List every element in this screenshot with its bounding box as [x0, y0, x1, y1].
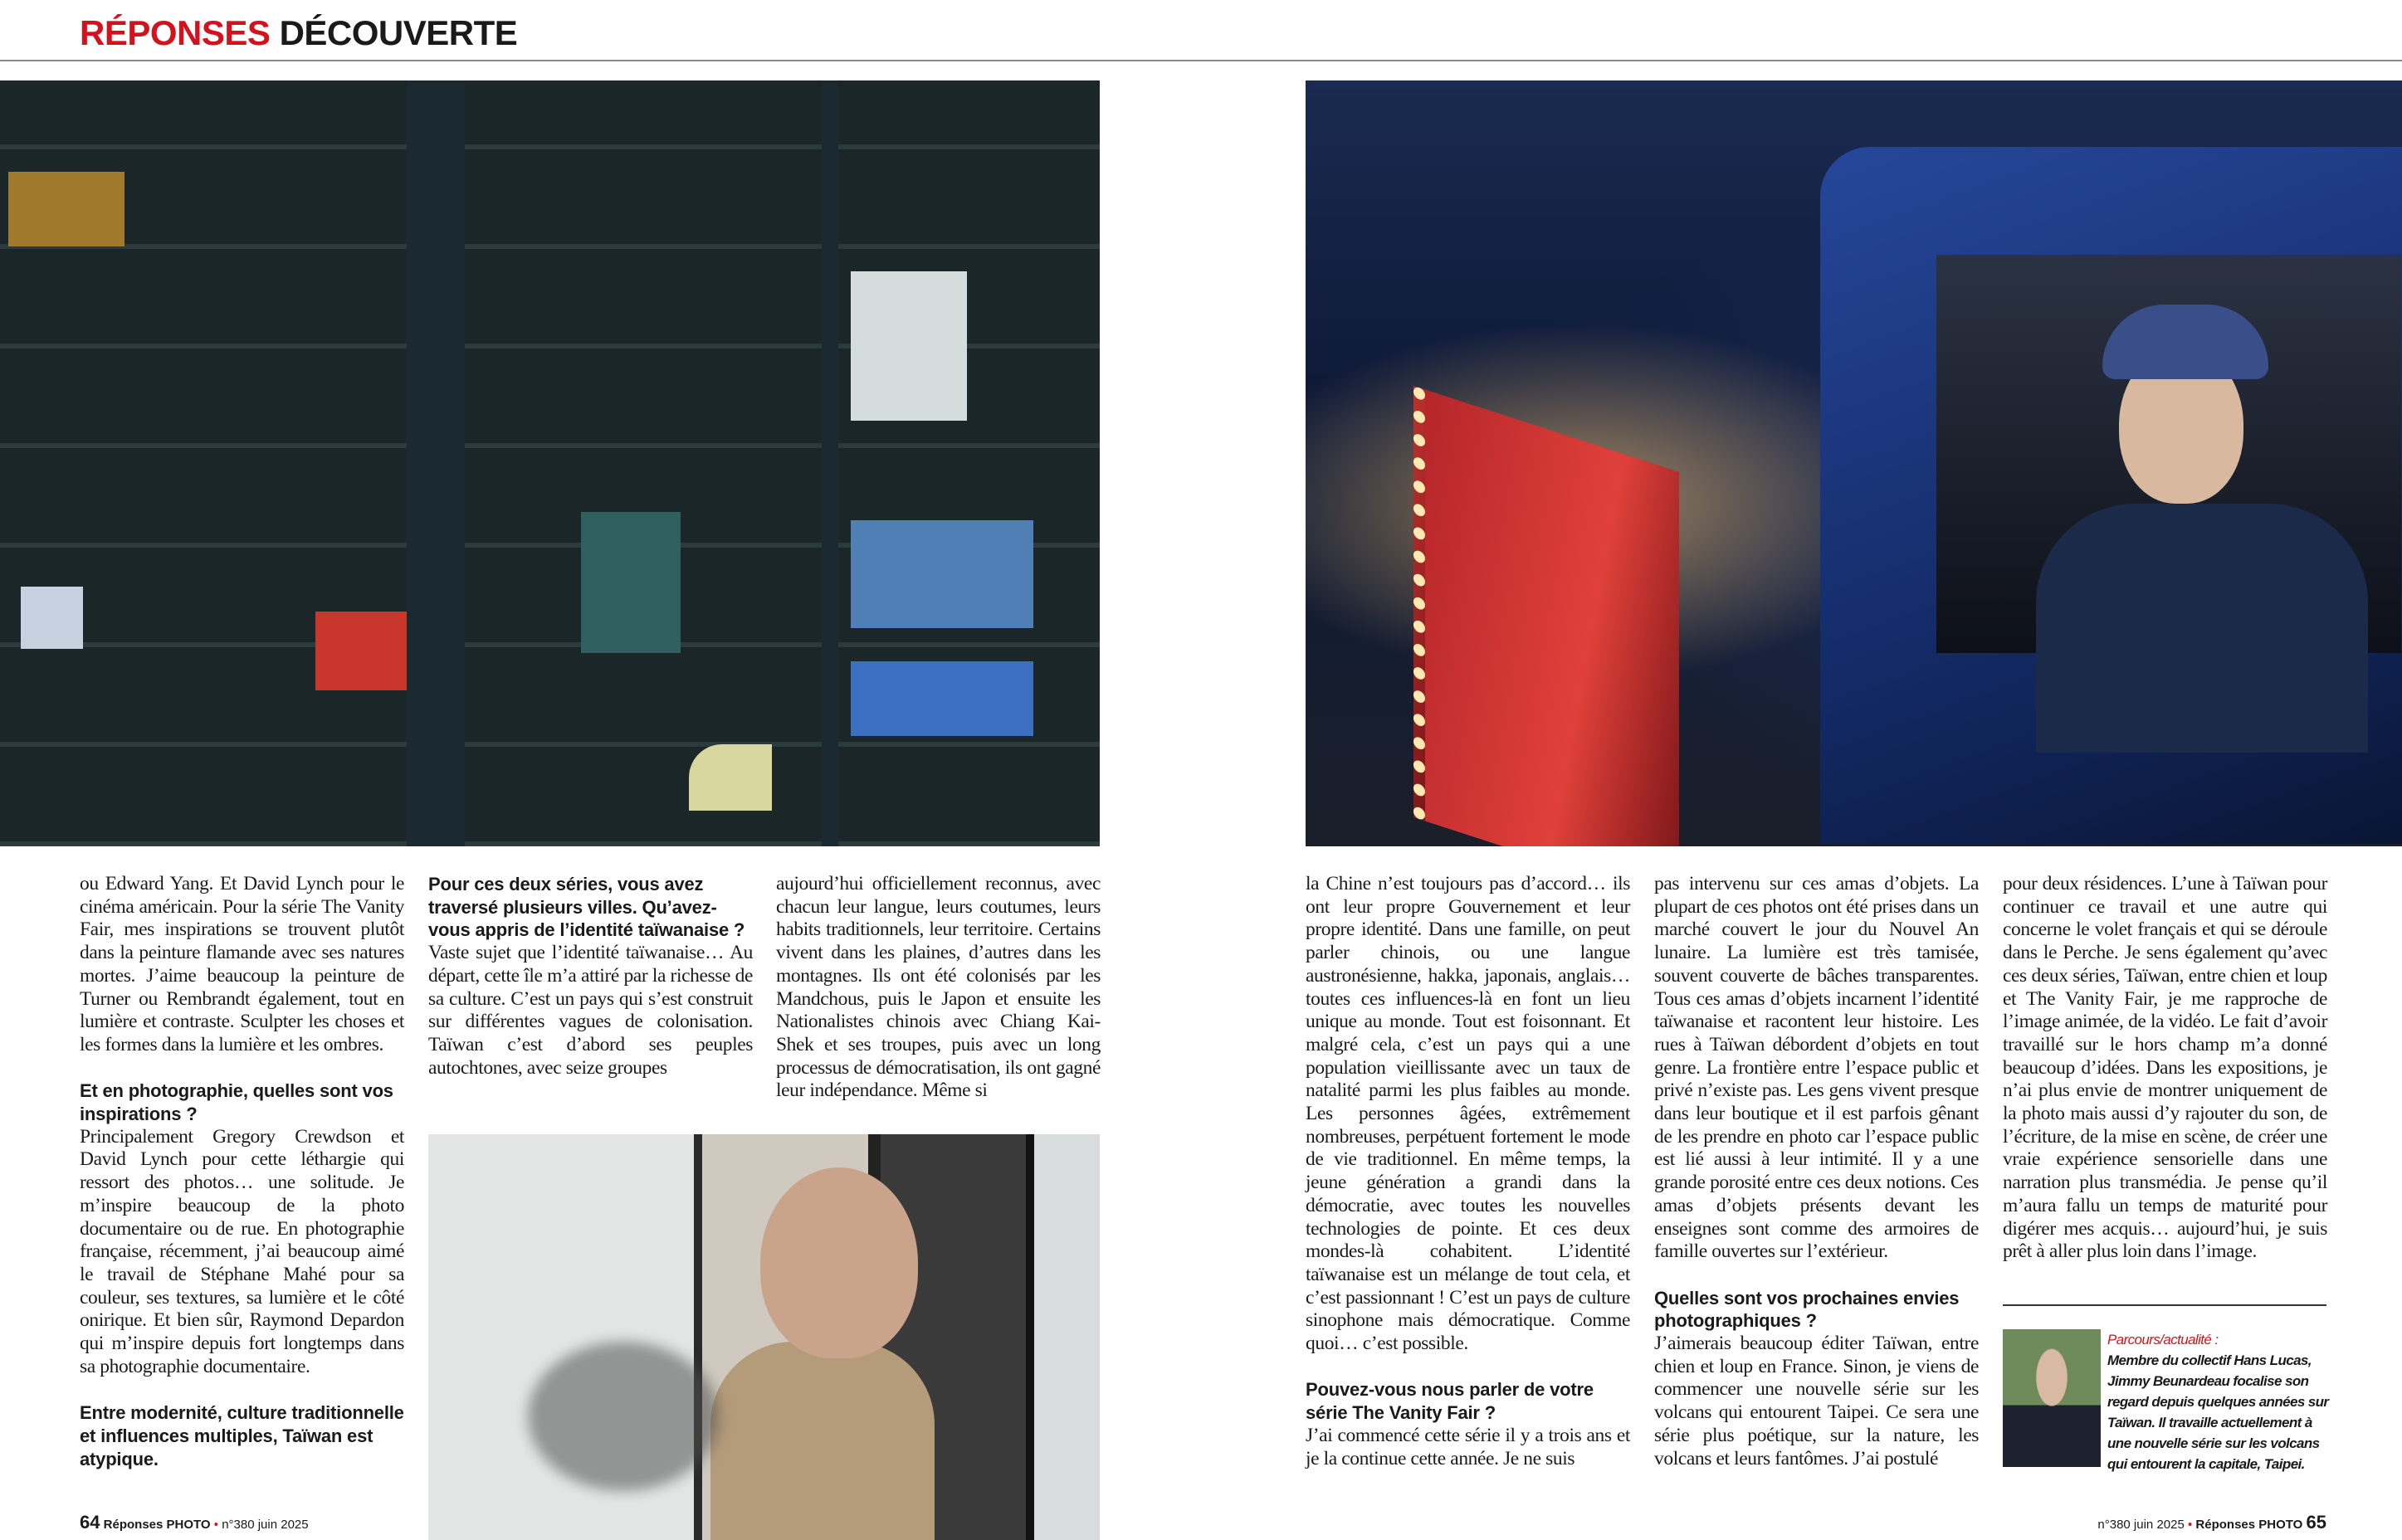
photographer-portrait	[2003, 1329, 2101, 1467]
paragraph: J’ai commencé cette série il y a trois ans et je la continue cette année. Je ne suis	[1306, 1424, 1630, 1469]
right-column-3	[2003, 873, 2327, 1264]
magazine-name: Réponses PHOTO	[2195, 1518, 2303, 1532]
issue-info: n°380 juin 2025	[222, 1518, 309, 1532]
left-column-1	[80, 873, 404, 1470]
paragraph: pour deux résidences. L’une à Taïwan pour continuer ce travail et une autre qui concerne le volet français et qui se déroule dans le Perche. Je sens également qu’avec ces deux séries, Taïwan, entre chien et loup et The Vanity Fair, je me rapproche de l’image animée, de la vidéo. Le fait d’avoir travaillé sur le hors champ m’a donné beaucoup d’idées. Dans les expositions, je n’ai plus envie de montrer uniquement de la photo mais aussi d’y rajouter du son, de l’écriture, de la mise en scène, de créer une vraie expérience sensorielle dans une narration plus transmédia. Je pense qu’il m’aura fallu un temps de maturité pour digérer mes acquis… aujourd’hui, je suis prêt à aller plus loin dans l’image.	[2003, 873, 2327, 1263]
paragraph: la Chine n’est toujours pas d’accord… ils ont leur propre Gouvernement et leur propre identité. Dans une famille, on peut parler chinois, ou une langue austronésienne, hakka, japonais, anglais… toutes ces influences-là en font un lieu unique au monde. Tout est foisonnant. Et malgré cela, c’est un pays qui a une population vieillissante avec un taux de natalité parmi les plus faibles au monde. Les personnes âgées, extrêmement nombreuses, perpétuent fortement le mode de vie traditionnel. En même temps, la jeune génération a grandi dans la démocratie, avec toutes les nouvelles technologies de pointe. Et ces deux mondes-là cohabitent. L’identité taïwanaise est un mélange de tout cela, et c’est passionnant ! C’est un pays de culture sinophone mais démocratique. Comme quoi… c’est possible.	[1306, 873, 1630, 1355]
left-footer: 64 Réponses PHOTO • n°380 juin 2025	[80, 1512, 309, 1533]
section-name: RÉPONSES	[80, 13, 271, 52]
left-column-2	[428, 873, 753, 1079]
page-number: 64	[80, 1512, 100, 1533]
left-column-3	[776, 873, 1101, 1103]
bio-label: Parcours/actualité :	[2107, 1332, 2219, 1348]
issue-info: n°380 juin 2025	[2097, 1518, 2185, 1532]
photo-truck-passenger	[1306, 80, 2402, 846]
question-heading: Quelles sont vos prochaines envies photographiques ?	[1654, 1287, 1960, 1332]
question-heading: Pour ces deux séries, vous avez traversé plusieurs villes. Qu’avez-vous appris de l’identité taïwanaise ?	[428, 874, 745, 941]
paragraph: ou Edward Yang. Et David Lynch pour le cinéma américain. Pour la série The Vanity Fair, mes inspirations se trouvent plutôt dans la peinture flamande avec ses natures mortes. J’aime beaucoup la peinture de Turner ou Rembrandt également, tout en lumière et contraste. Sculpter les choses et les formes dans la lumière et les ombres.	[80, 873, 404, 1055]
paragraph: Vaste sujet que l’identité taïwanaise… Au départ, cette île m’a attiré par la richesse de sa culture. C’est un pays qui s’est construit sur différentes vagues de colonisation. Taïwan c’est d’abord ses peuples autochtones, avec seize groupes	[428, 942, 753, 1079]
section-title: DÉCOUVERTE	[279, 13, 518, 52]
right-column-1	[1306, 873, 1630, 1470]
header-rule	[0, 60, 2402, 61]
bio-box	[2003, 1304, 2329, 1472]
right-footer: n°380 juin 2025 • Réponses PHOTO 65	[2097, 1512, 2326, 1533]
photo-building-night	[0, 80, 1100, 846]
paragraph: Principalement Gregory Crewdson et David Lynch pour cette léthargie qui ressort des photos… une solitude. Je m’inspire beaucoup de la photo documentaire ou de rue. En photographie française, récemment, j’ai beaucoup aimé le travail de Stéphane Mahé pour sa couleur, ses textures, sa lumière et le côté onirique. Et bien sûr, Raymond Depardon qui m’inspire depuis fort longtemps dans sa photographie documentaire.	[80, 1125, 404, 1377]
pull-quote: Entre modernité, culture traditionnelle et influences multiples, Taïwan est atypique.	[80, 1402, 404, 1469]
paragraph: J’aimerais beaucoup éditer Taïwan, entre chien et loup en France. Sinon, je viens de commencer une nouvelle série sur les volcans qui entourent Taipei. Ce sera une série plus poétique, sur la nature, les volcans et leurs fantômes. J’ai postulé	[1654, 1333, 1979, 1469]
bio-text: Membre du collectif Hans Lucas, Jimmy Beunardeau focalise son regard depuis quelques années sur Taïwan. Il travaille actuellement à une nouvelle série sur les volcans qui entourent la capitale, Taipei.	[2107, 1352, 2329, 1472]
photo-elderly-man-window	[428, 1134, 1100, 1540]
paragraph: pas intervenu sur ces amas d’objets. La plupart de ces photos ont été prises dans un marché couvert le jour du Nouvel An lunaire. La lumière est très tamisée, souvent couverte de bâches transparentes. Tous ces amas d’objets incarnent l’identité taïwanaise et racontent leur histoire. Les rues à Taïwan débordent d’objets en tout genre. La frontière entre l’espace public et privé n’existe pas. Les gens vivent presque dans leur boutique et il est parfois gênant de les prendre en photo car l’espace public est lié aussi à leur intimité. Il y a une grande porosité entre ces deux notions. Ces amas d’objets présents devant les enseignes sont comme des armoires de famille ouvertes sur l’extérieur.	[1654, 873, 1979, 1263]
paragraph: aujourd’hui officiellement reconnus, avec chacun leur langue, leurs coutumes, leurs habits traditionnels, leur territoire. Certains vivent dans les plaines, d’autres dans les montagnes. Ils ont été colonisés par les Mandchous, puis le Japon et ensuite les Nationalistes chinois avec Chiang Kai-Shek et ses troupes, puis avec un long processus de démocratisation, ils ont gagné leur indépendance. Même si	[776, 873, 1101, 1102]
right-column-2	[1654, 873, 1979, 1470]
magazine-name: Réponses PHOTO	[103, 1518, 211, 1532]
question-heading: Pouvez-vous nous parler de votre série The Vanity Fair ?	[1306, 1379, 1594, 1424]
section-header	[80, 13, 517, 53]
page-number: 65	[2306, 1512, 2326, 1533]
question-heading: Et en photographie, quelles sont vos inspirations ?	[80, 1080, 393, 1125]
